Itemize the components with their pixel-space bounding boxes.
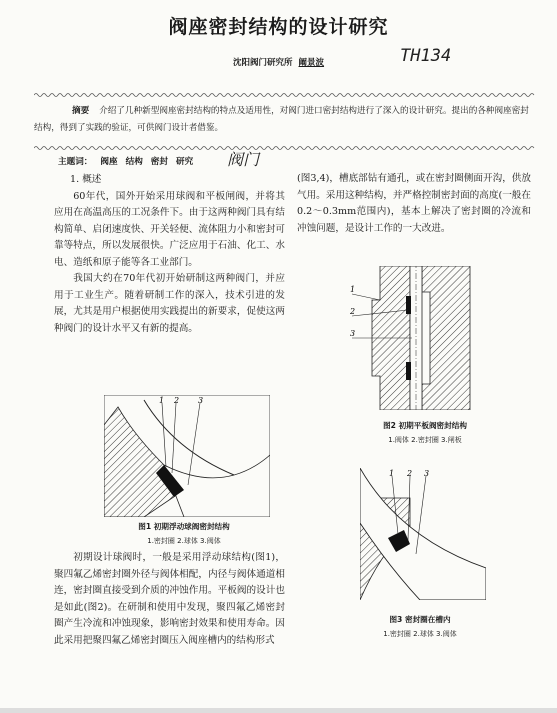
abstract-text: 介绍了几种新型阀座密封结构的特点及适用性，对阀门进口密封结构进行了深入的设计研究。提出的各种阀座密封结构，得到了实践的验证，可供阀门设计者借鉴。 — [34, 106, 529, 133]
abstract-label: 摘要 — [72, 106, 90, 116]
institution: 沈阳阀门研究所 — [233, 58, 293, 68]
figure-1-label-2: 2 — [174, 396, 180, 405]
author-name: 阚景波 — [298, 58, 325, 68]
figure-3-title: 图3 密封圈在槽内 — [389, 615, 451, 624]
wavy-divider-top — [34, 92, 537, 98]
handwritten-class-number: TH134 — [400, 46, 452, 66]
paragraph: (图3,4)，槽底部钻有通孔，或在密封圈侧面开沟，供放气用。采用这种结构，并严格控制密封面的高度(一般在0.2～0.3mm范围内)，基本上解决了密封圈的冷流和冲蚀问题，是设计工作的一大改进。 — [297, 173, 531, 234]
figure-2-title: 图2 初期平板阀密封结构 — [383, 421, 467, 430]
wavy-divider-bottom — [34, 145, 537, 151]
paragraph: 60年代，国外开始采用球阀和平板闸阀，并将其应用在高温高压的工况条件下。由于这两种阀门具有结构简单、启闭速度快、开关轻便、流体阻力小和密封可靠等特点，所以发展很快。广泛应用于石油、化工、水电、造纸和原子能等各工业部门。 — [54, 190, 285, 268]
figure-3-caption — [340, 614, 500, 639]
figure-1-parts: 1.密封圈 2.球体 3.阀体 — [147, 537, 221, 545]
paper-title: 阀座密封结构的设计研究 — [168, 16, 389, 38]
figure-3-parts: 1.密封圈 2.球体 3.阀体 — [383, 630, 457, 638]
keyword: 结构 — [125, 157, 143, 167]
keywords-label: 主题词： — [58, 157, 93, 167]
figure-3-label-2: 2 — [407, 469, 413, 478]
abstract — [34, 103, 536, 137]
figure-3-label-1: 1 — [389, 469, 395, 478]
figure-3-label-3: 3 — [424, 469, 430, 478]
author-line — [233, 56, 324, 68]
body-column-left-bottom — [54, 550, 285, 649]
handwritten-keyword: 阀门 — [227, 150, 260, 169]
section-heading: 1. 概述 — [70, 174, 102, 185]
body-column-right — [297, 171, 531, 237]
figure-1-title: 图1 初期浮动球阀密封结构 — [138, 522, 230, 531]
keyword: 阀座 — [100, 157, 118, 167]
figure-1-label-1: 1 — [159, 396, 165, 405]
page-bottom-edge — [0, 708, 557, 713]
figure-2-drawing — [350, 266, 476, 410]
keywords — [58, 155, 201, 167]
paragraph: 我国大约在70年代初开始研制这两种阀门，并应用于工业生产。随着研制工作的深入，技术引进的发展，尤其是用户根据使用实践提出的新要求，促使这两种阀门的设计水平又有新的提高。 — [54, 273, 285, 334]
figure-1-caption — [84, 521, 284, 546]
figure-2-label-1: 1 — [350, 285, 356, 294]
keyword: 密封 — [150, 157, 168, 167]
figure-1-drawing — [104, 395, 270, 517]
figure-2-parts: 1.阀体 2.密封圈 3.闸板 — [388, 436, 462, 444]
figure-3-drawing — [360, 468, 486, 600]
figure-2-label-2: 2 — [350, 307, 356, 316]
figure-2-caption — [330, 420, 520, 445]
paragraph: 初期设计球阀时，一般是采用浮动球结构(图1)，聚四氟乙烯密封圈外径与阀体相配，内径与阀体通道相连，密封圈直接受到介质的冲蚀作用。平板阀的设计也是如此(图2)。在研制和使用中发现，聚四氟乙烯密封圈产生冷流和冲蚀现象，影响密封效果和使用寿命。因此采用把聚四氟乙烯密封圈压入阀座槽内的结构形式 — [54, 552, 285, 646]
keyword: 研究 — [176, 157, 194, 167]
figure-2-label-3: 3 — [350, 329, 356, 338]
figure-1-label-3: 3 — [198, 396, 204, 405]
body-column-left — [54, 172, 285, 337]
